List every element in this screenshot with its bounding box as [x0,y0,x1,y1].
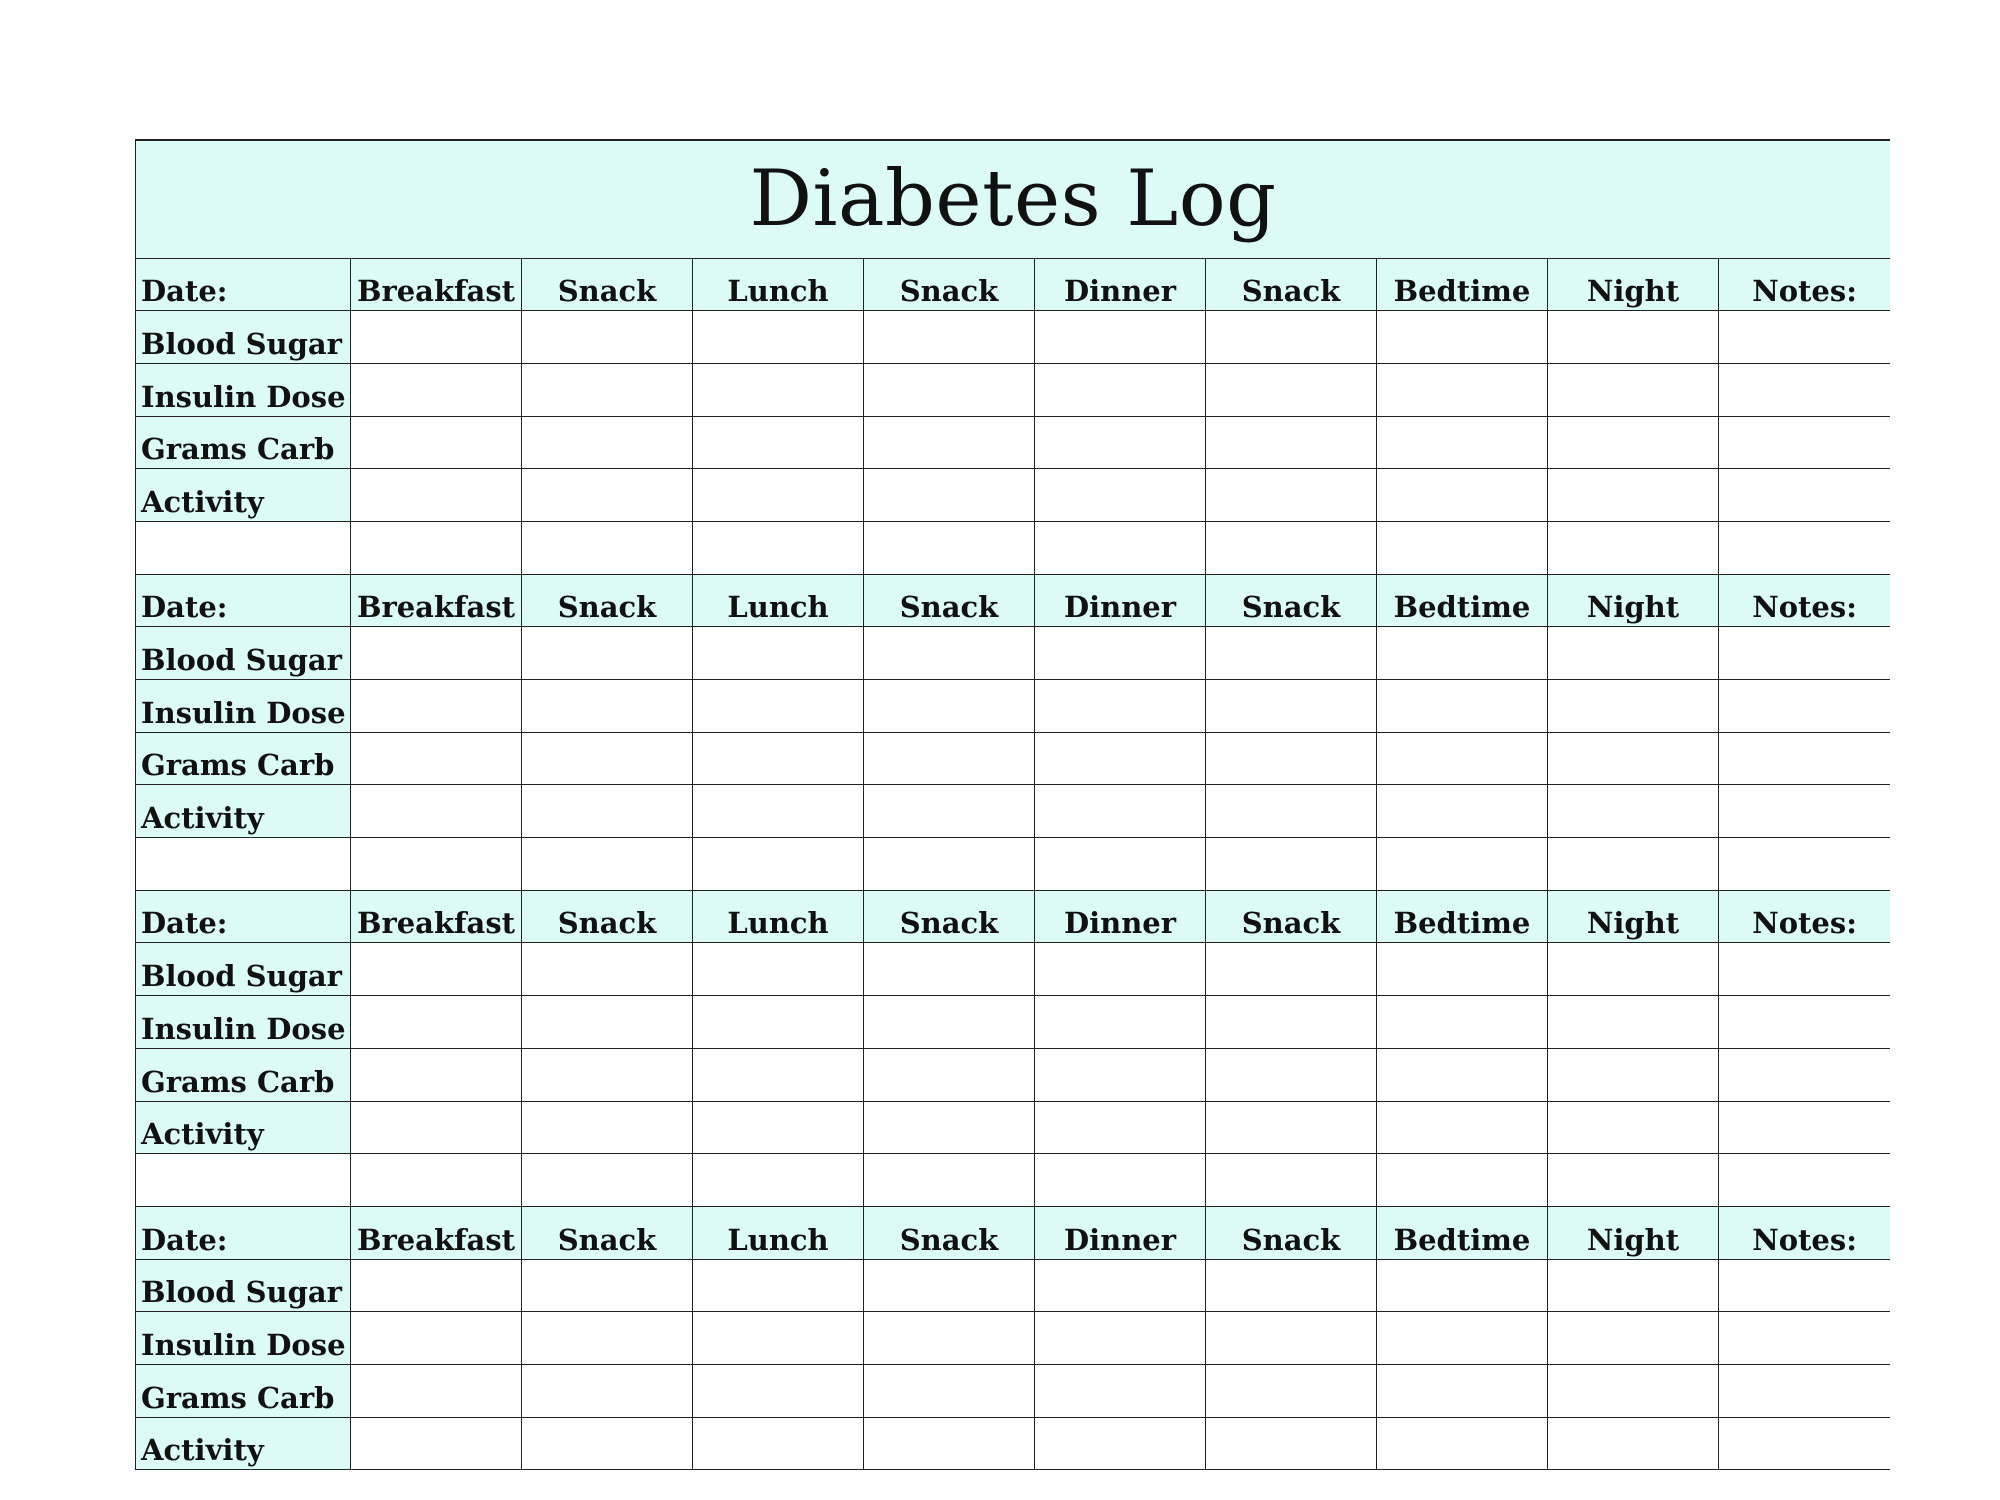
entry-cell[interactable] [1377,1417,1548,1470]
entry-cell[interactable] [1377,680,1548,733]
entry-cell[interactable] [1035,1259,1206,1312]
entry-cell[interactable] [351,521,522,574]
entry-cell[interactable] [864,1417,1035,1470]
row-label: Grams Carb [136,1048,351,1101]
entry-cell[interactable] [1548,838,1719,891]
date-label: Date: [136,574,351,627]
entry-cell[interactable] [351,1259,522,1312]
entry-cell[interactable] [1206,1417,1377,1470]
column-header: Bedtime [1377,1206,1548,1259]
entry-cell[interactable] [1035,943,1206,996]
entry-cell[interactable] [351,996,522,1049]
entry-cell[interactable] [864,680,1035,733]
entry-cell[interactable] [1548,469,1719,522]
entry-cell[interactable] [1377,1312,1548,1365]
entry-cell[interactable] [693,732,864,785]
column-header: Bedtime [1377,574,1548,627]
row-label: Blood Sugar [136,943,351,996]
column-header: Notes: [1719,890,1891,943]
entry-cell[interactable] [1377,996,1548,1049]
column-header: Lunch [693,258,864,311]
row-label: Blood Sugar [136,627,351,680]
entry-cell[interactable] [1035,1364,1206,1417]
entry-cell[interactable] [351,627,522,680]
entry-cell[interactable] [351,1417,522,1470]
entry-cell[interactable] [1035,627,1206,680]
metric-row [136,1259,1891,1312]
entry-cell[interactable] [351,1364,522,1417]
entry-cell[interactable] [1548,416,1719,469]
entry-cell[interactable] [864,1048,1035,1101]
entry-cell[interactable] [1548,996,1719,1049]
entry-cell[interactable] [864,1312,1035,1365]
entry-cell[interactable] [522,838,693,891]
entry-cell[interactable] [1377,1364,1548,1417]
entry-cell[interactable] [1377,838,1548,891]
metric-row [136,627,1891,680]
entry-cell[interactable] [1548,1364,1719,1417]
entry-cell[interactable] [693,521,864,574]
entry-cell[interactable] [1377,943,1548,996]
entry-cell[interactable] [1206,1364,1377,1417]
entry-cell[interactable] [351,1312,522,1365]
entry-cell[interactable] [1035,521,1206,574]
entry-cell[interactable] [522,1101,693,1154]
date-label: Date: [136,258,351,311]
metric-row [136,943,1891,996]
entry-cell[interactable] [1719,943,1891,996]
column-header: Snack [864,1206,1035,1259]
column-header: Snack [1206,890,1377,943]
entry-cell[interactable] [351,785,522,838]
metric-row [136,996,1891,1049]
day-header-row [136,258,1891,311]
entry-cell[interactable] [1377,1101,1548,1154]
column-header: Night [1548,1206,1719,1259]
entry-cell[interactable] [351,1101,522,1154]
log-table [135,139,1890,1470]
row-label: Grams Carb [136,416,351,469]
entry-cell[interactable] [1548,943,1719,996]
row-label: Insulin Dose [136,363,351,416]
metric-row [136,680,1891,733]
entry-cell[interactable] [1035,1101,1206,1154]
entry-cell[interactable] [136,521,351,574]
entry-cell[interactable] [693,1417,864,1470]
entry-cell[interactable] [864,521,1035,574]
entry-cell[interactable] [1719,1364,1891,1417]
entry-cell[interactable] [693,627,864,680]
entry-cell[interactable] [351,1154,522,1207]
entry-cell[interactable] [351,363,522,416]
entry-cell[interactable] [1719,838,1891,891]
entry-cell[interactable] [1719,521,1891,574]
entry-cell[interactable] [1719,996,1891,1049]
date-label: Date: [136,890,351,943]
entry-cell[interactable] [1206,1154,1377,1207]
entry-cell[interactable] [1719,469,1891,522]
entry-cell[interactable] [522,521,693,574]
entry-cell[interactable] [351,732,522,785]
entry-cell[interactable] [1377,521,1548,574]
column-header: Night [1548,890,1719,943]
spacer-row [136,1154,1891,1207]
entry-cell[interactable] [693,1048,864,1101]
column-header: Night [1548,258,1719,311]
column-header: Lunch [693,890,864,943]
entry-cell[interactable] [864,943,1035,996]
entry-cell[interactable] [1548,521,1719,574]
entry-cell[interactable] [1377,1048,1548,1101]
column-header: Snack [1206,258,1377,311]
metric-row [136,363,1891,416]
entry-cell[interactable] [693,943,864,996]
entry-cell[interactable] [351,1048,522,1101]
entry-cell[interactable] [864,469,1035,522]
entry-cell[interactable] [1548,1417,1719,1470]
column-header: Breakfast [351,258,522,311]
entry-cell[interactable] [1035,785,1206,838]
column-header: Bedtime [1377,890,1548,943]
day-header-row [136,574,1891,627]
entry-cell[interactable] [522,416,693,469]
metric-row [136,311,1891,364]
metric-row [136,1312,1891,1365]
column-header: Lunch [693,1206,864,1259]
entry-cell[interactable] [1548,1101,1719,1154]
row-label: Blood Sugar [136,311,351,364]
entry-cell[interactable] [1719,416,1891,469]
column-header: Notes: [1719,258,1891,311]
column-header: Breakfast [351,1206,522,1259]
entry-cell[interactable] [693,680,864,733]
title-row [136,140,1891,258]
entry-cell[interactable] [522,943,693,996]
column-header: Dinner [1035,1206,1206,1259]
entry-cell[interactable] [522,732,693,785]
entry-cell[interactable] [1719,627,1891,680]
entry-cell[interactable] [1035,1312,1206,1365]
entry-cell[interactable] [1206,680,1377,733]
column-header: Snack [522,574,693,627]
entry-cell[interactable] [1206,469,1377,522]
row-label: Grams Carb [136,1364,351,1417]
entry-cell[interactable] [1206,732,1377,785]
entry-cell[interactable] [1035,1417,1206,1470]
entry-cell[interactable] [351,311,522,364]
entry-cell[interactable] [1548,311,1719,364]
entry-cell[interactable] [1377,363,1548,416]
entry-cell[interactable] [1206,838,1377,891]
entry-cell[interactable] [522,680,693,733]
entry-cell[interactable] [693,1312,864,1365]
column-header: Snack [1206,574,1377,627]
entry-cell[interactable] [522,1048,693,1101]
metric-row [136,732,1891,785]
entry-cell[interactable] [1719,732,1891,785]
entry-cell[interactable] [136,1154,351,1207]
row-label: Insulin Dose [136,1312,351,1365]
entry-cell[interactable] [1548,627,1719,680]
entry-cell[interactable] [1719,1312,1891,1365]
entry-cell[interactable] [1377,1259,1548,1312]
entry-cell[interactable] [1719,785,1891,838]
entry-cell[interactable] [864,838,1035,891]
entry-cell[interactable] [1377,469,1548,522]
entry-cell[interactable] [1035,732,1206,785]
metric-row [136,1364,1891,1417]
entry-cell[interactable] [693,838,864,891]
entry-cell[interactable] [693,363,864,416]
row-label: Insulin Dose [136,996,351,1049]
row-label: Activity [136,1417,351,1470]
row-label: Blood Sugar [136,1259,351,1312]
entry-cell[interactable] [693,416,864,469]
entry-cell[interactable] [864,363,1035,416]
entry-cell[interactable] [522,627,693,680]
column-header: Lunch [693,574,864,627]
entry-cell[interactable] [1377,627,1548,680]
column-header: Snack [522,1206,693,1259]
entry-cell[interactable] [1377,732,1548,785]
entry-cell[interactable] [1548,680,1719,733]
entry-cell[interactable] [693,311,864,364]
entry-cell[interactable] [693,1364,864,1417]
diabetes-log-sheet [135,139,1890,1500]
spacer-row [136,521,1891,574]
entry-cell[interactable] [864,416,1035,469]
entry-cell[interactable] [864,785,1035,838]
entry-cell[interactable] [1206,363,1377,416]
entry-cell[interactable] [864,627,1035,680]
metric-row [136,1048,1891,1101]
entry-cell[interactable] [1206,1048,1377,1101]
entry-cell[interactable] [1035,996,1206,1049]
entry-cell[interactable] [1377,1154,1548,1207]
column-header: Snack [864,574,1035,627]
entry-cell[interactable] [522,996,693,1049]
entry-cell[interactable] [1206,996,1377,1049]
column-header: Snack [864,258,1035,311]
entry-cell[interactable] [1035,1154,1206,1207]
entry-cell[interactable] [1719,1417,1891,1470]
column-header: Bedtime [1377,258,1548,311]
entry-cell[interactable] [522,1154,693,1207]
metric-row [136,1101,1891,1154]
entry-cell[interactable] [864,1364,1035,1417]
entry-cell[interactable] [1377,416,1548,469]
entry-cell[interactable] [1719,1101,1891,1154]
entry-cell[interactable] [1548,363,1719,416]
row-label: Activity [136,469,351,522]
row-label: Activity [136,1101,351,1154]
entry-cell[interactable] [1035,416,1206,469]
entry-cell[interactable] [522,1364,693,1417]
entry-cell[interactable] [693,1101,864,1154]
entry-cell[interactable] [1548,1048,1719,1101]
entry-cell[interactable] [351,943,522,996]
entry-cell[interactable] [522,1259,693,1312]
entry-cell[interactable] [693,785,864,838]
entry-cell[interactable] [1035,311,1206,364]
column-header: Snack [522,890,693,943]
column-header: Dinner [1035,258,1206,311]
entry-cell[interactable] [351,416,522,469]
entry-cell[interactable] [693,1259,864,1312]
entry-cell[interactable] [1548,1259,1719,1312]
entry-cell[interactable] [1206,311,1377,364]
entry-cell[interactable] [1719,1259,1891,1312]
entry-cell[interactable] [1719,363,1891,416]
metric-row [136,785,1891,838]
entry-cell[interactable] [693,1154,864,1207]
entry-cell[interactable] [522,311,693,364]
day-header-row [136,890,1891,943]
metric-row [136,416,1891,469]
day-header-row [136,1206,1891,1259]
column-header: Breakfast [351,890,522,943]
column-header: Snack [522,258,693,311]
entry-cell[interactable] [864,732,1035,785]
entry-cell[interactable] [522,363,693,416]
column-header: Dinner [1035,890,1206,943]
entry-cell[interactable] [864,311,1035,364]
metric-row [136,1417,1891,1470]
entry-cell[interactable] [864,1259,1035,1312]
entry-cell[interactable] [1206,416,1377,469]
entry-cell[interactable] [1719,311,1891,364]
column-header: Notes: [1719,1206,1891,1259]
entry-cell[interactable] [1035,838,1206,891]
column-header: Notes: [1719,574,1891,627]
column-header: Snack [1206,1206,1377,1259]
column-header: Dinner [1035,574,1206,627]
column-header: Night [1548,574,1719,627]
entry-cell[interactable] [1035,363,1206,416]
entry-cell[interactable] [351,469,522,522]
entry-cell[interactable] [1035,469,1206,522]
row-label: Activity [136,785,351,838]
entry-cell[interactable] [1206,1259,1377,1312]
entry-cell[interactable] [1719,1048,1891,1101]
entry-cell[interactable] [1035,680,1206,733]
entry-cell[interactable] [693,996,864,1049]
entry-cell[interactable] [1206,1312,1377,1365]
entry-cell[interactable] [351,838,522,891]
row-label: Grams Carb [136,732,351,785]
date-label: Date: [136,1206,351,1259]
row-label: Insulin Dose [136,680,351,733]
entry-cell[interactable] [522,785,693,838]
entry-cell[interactable] [864,996,1035,1049]
column-header: Snack [864,890,1035,943]
entry-cell[interactable] [1206,627,1377,680]
entry-cell[interactable] [351,680,522,733]
entry-cell[interactable] [1206,943,1377,996]
entry-cell[interactable] [1206,1101,1377,1154]
page-title: Diabetes Log [136,140,1891,258]
spacer-row [136,838,1891,891]
entry-cell[interactable] [1548,1312,1719,1365]
entry-cell[interactable] [1548,785,1719,838]
entry-cell[interactable] [1719,1154,1891,1207]
entry-cell[interactable] [1206,521,1377,574]
entry-cell[interactable] [522,1312,693,1365]
entry-cell[interactable] [522,469,693,522]
entry-cell[interactable] [1377,311,1548,364]
column-header: Breakfast [351,574,522,627]
metric-row [136,469,1891,522]
entry-cell[interactable] [1548,1154,1719,1207]
entry-cell[interactable] [522,1417,693,1470]
entry-cell[interactable] [136,838,351,891]
entry-cell[interactable] [1206,785,1377,838]
entry-cell[interactable] [864,1101,1035,1154]
entry-cell[interactable] [864,1154,1035,1207]
entry-cell[interactable] [1719,680,1891,733]
entry-cell[interactable] [693,469,864,522]
entry-cell[interactable] [1377,785,1548,838]
entry-cell[interactable] [1548,732,1719,785]
entry-cell[interactable] [1035,1048,1206,1101]
